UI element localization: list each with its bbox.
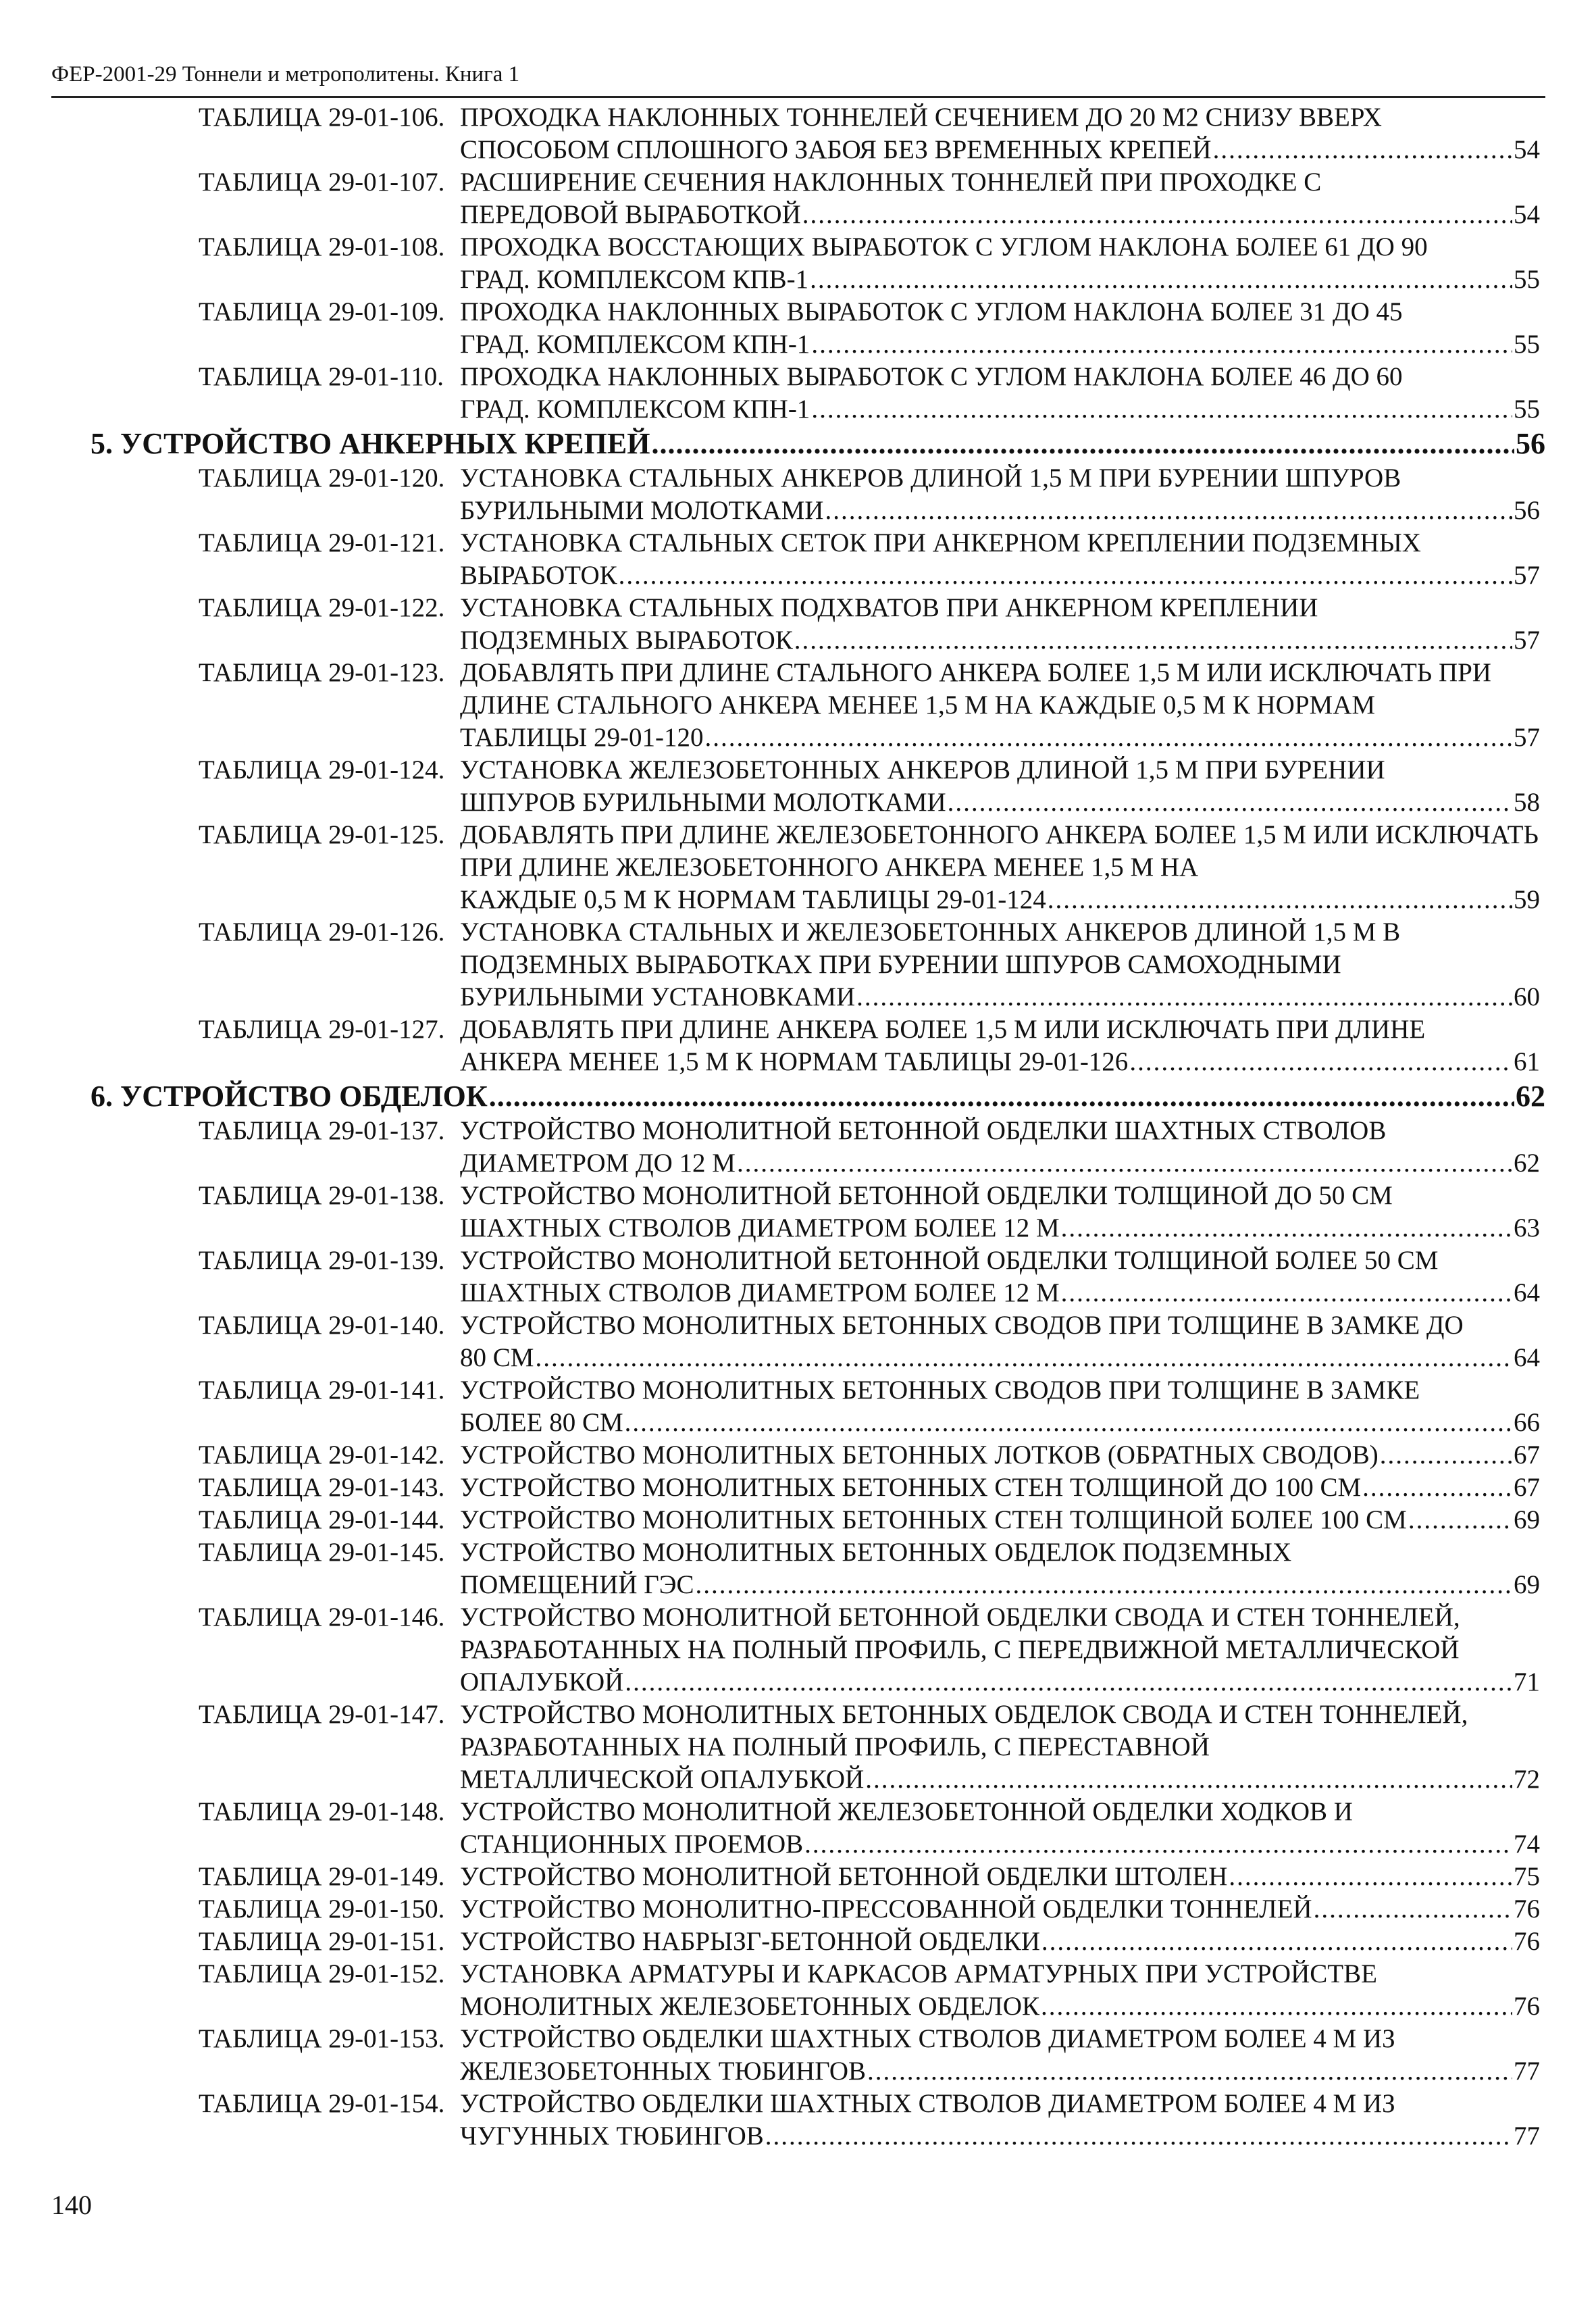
- entry-title: ПРОХОДКА ВОССТАЮЩИХ ВЫРАБОТОК С УГЛОМ НАКЛОНА БОЛЕЕ 61 ДО 90: [460, 232, 1428, 261]
- entry-page-number: 74: [1514, 1830, 1540, 1859]
- entry-page-number: 54: [1514, 200, 1540, 229]
- dot-leader: [1213, 134, 1512, 166]
- toc-entry[interactable]: [199, 527, 1540, 592]
- entry-page-number: 55: [1514, 265, 1540, 294]
- entry-title-tail: СПОСОБОМ СПЛОШНОГО ЗАБОЯ БЕЗ ВРЕМЕННЫХ КРЕПЕЙ: [460, 135, 1212, 164]
- entry-page-number: 64: [1514, 1278, 1540, 1307]
- dot-leader: [811, 328, 1512, 361]
- entry-title-tail: БУРИЛЬНЫМИ УСТАНОВКАМИ: [460, 982, 856, 1011]
- dot-leader: [489, 1078, 1514, 1115]
- entry-title-tail: ДИАМЕТРОМ ДО 12 М: [460, 1149, 736, 1178]
- dot-leader: [625, 1407, 1512, 1439]
- dot-leader: [867, 2055, 1512, 2088]
- dot-leader: [1048, 884, 1512, 916]
- toc-entry[interactable]: [199, 657, 1540, 754]
- entry-title: УСТРОЙСТВО МОНОЛИТНОЙ БЕТОННОЙ ОБДЕЛКИ СВОДА И СТЕН ТОННЕЛЕЙ, РАЗРАБОТАННЫХ НА ПОЛНЫЙ ПРОФИЛЬ, С ПЕРЕДВИЖНОЙ МЕТАЛЛИЧЕСКОЙ: [460, 1603, 1460, 1664]
- entry-page-number: 62: [1514, 1149, 1540, 1178]
- entry-title-tail: МОНОЛИТНЫХ ЖЕЛЕЗОБЕТОННЫХ ОБДЕЛОК: [460, 1992, 1040, 2021]
- dot-leader: [535, 1342, 1512, 1374]
- entry-title-tail: АНКЕРА МЕНЕЕ 1,5 М К НОРМАМ ТАБЛИЦЫ 29-01-126: [460, 1047, 1129, 1076]
- entry-title-tail: ЧУГУННЫХ ТЮБИНГОВ: [460, 2121, 764, 2150]
- dot-leader: [619, 559, 1512, 592]
- entry-title: УСТРОЙСТВО МОНОЛИТНОЙ БЕТОННОЙ ОБДЕЛКИ ТОЛЩИНОЙ БОЛЕЕ 50 СМ: [460, 1246, 1439, 1275]
- entry-page-number: 71: [1514, 1667, 1540, 1696]
- dot-leader: [704, 722, 1512, 754]
- toc-entry[interactable]: [199, 1472, 1540, 1504]
- dot-leader: [811, 393, 1512, 426]
- entry-page-number: 63: [1514, 1213, 1540, 1242]
- table-code: ТАБЛИЦА 29-01-108.: [199, 232, 445, 261]
- toc-entry[interactable]: [199, 1115, 1540, 1180]
- table-code: ТАБЛИЦА 29-01-143.: [199, 1473, 445, 1502]
- table-code: ТАБЛИЦА 29-01-153.: [199, 2024, 445, 2053]
- entry-title-tail: ШПУРОВ БУРИЛЬНЫМИ МОЛОТКАМИ: [460, 788, 946, 817]
- entry-title: УСТРОЙСТВО МОНОЛИТНЫХ БЕТОННЫХ ОБДЕЛОК СВОДА И СТЕН ТОННЕЛЕЙ, РАЗРАБОТАННЫХ НА ПОЛНЫЙ ПРОФИЛЬ, С ПЕРЕСТАВНОЙ: [460, 1700, 1468, 1761]
- toc-entry[interactable]: [199, 2023, 1540, 2088]
- entry-page-number: 75: [1514, 1862, 1540, 1891]
- entry-page-number: 69: [1514, 1505, 1540, 1534]
- table-code: ТАБЛИЦА 29-01-123.: [199, 658, 445, 687]
- entry-title: УСТАНОВКА СТАЛЬНЫХ И ЖЕЛЕЗОБЕТОННЫХ АНКЕРОВ ДЛИНОЙ 1,5 М В ПОДЗЕМНЫХ ВЫРАБОТКАХ ПРИ БУРЕНИИ ШПУРОВ САМОХОДНЫМИ: [460, 917, 1401, 979]
- entry-title: УСТРОЙСТВО МОНОЛИТНОЙ БЕТОННОЙ ОБДЕЛКИ ШАХТНЫХ СТВОЛОВ: [460, 1116, 1387, 1145]
- entry-title: УСТРОЙСТВО МОНОЛИТНОЙ БЕТОННОЙ ОБДЕЛКИ ТОЛЩИНОЙ ДО 50 СМ: [460, 1181, 1393, 1210]
- table-code: ТАБЛИЦА 29-01-149.: [199, 1862, 445, 1891]
- toc-entry[interactable]: [199, 1601, 1540, 1699]
- entry-title: УСТРОЙСТВО ОБДЕЛКИ ШАХТНЫХ СТВОЛОВ ДИАМЕТРОМ БОЛЕЕ 4 М ИЗ: [460, 2024, 1395, 2053]
- dot-leader: [810, 263, 1512, 296]
- dot-leader: [1061, 1277, 1512, 1309]
- entry-title: ПРОХОДКА НАКЛОННЫХ ВЫРАБОТОК С УГЛОМ НАКЛОНА БОЛЕЕ 31 ДО 45: [460, 297, 1403, 326]
- entry-title: УСТРОЙСТВО МОНОЛИТНЫХ БЕТОННЫХ СВОДОВ ПРИ ТОЛЩИНЕ В ЗАМКЕ ДО: [460, 1311, 1464, 1340]
- entry-page-number: 77: [1514, 2121, 1540, 2150]
- entry-title-tail: ШАХТНЫХ СТВОЛОВ ДИАМЕТРОМ БОЛЕЕ 12 М: [460, 1278, 1060, 1307]
- entry-title-tail: ТАБЛИЦЫ 29-01-120: [460, 723, 704, 752]
- entry-title: ПРОХОДКА НАКЛОННЫХ ВЫРАБОТОК С УГЛОМ НАКЛОНА БОЛЕЕ 46 ДО 60: [460, 362, 1403, 391]
- entry-page-number: 60: [1514, 982, 1540, 1011]
- toc-entry[interactable]: [199, 1926, 1540, 1958]
- entry-title: ДОБАВЛЯТЬ ПРИ ДЛИНЕ СТАЛЬНОГО АНКЕРА БОЛЕЕ 1,5 М ИЛИ ИСКЛЮЧАТЬ ПРИ ДЛИНЕ СТАЛЬНОГО АНКЕРА МЕНЕЕ 1,5 М НА КАЖДЫЕ 0,5 М К НОРМАМ: [460, 658, 1491, 720]
- entry-title-tail: ГРАД. КОМПЛЕКСОМ КПН-1: [460, 395, 810, 424]
- entry-title-tail: УСТРОЙСТВО МОНОЛИТНЫХ БЕТОННЫХ ЛОТКОВ (ОБРАТНЫХ СВОДОВ): [460, 1440, 1379, 1469]
- entry-page-number: 67: [1514, 1440, 1540, 1469]
- entry-page-number: 76: [1514, 1992, 1540, 2021]
- entry-title-tail: ПОМЕЩЕНИЙ ГЭС: [460, 1570, 694, 1599]
- toc-entry[interactable]: [199, 1504, 1540, 1536]
- dot-leader: [1129, 1046, 1512, 1078]
- table-code: ТАБЛИЦА 29-01-122.: [199, 593, 445, 622]
- table-code: ТАБЛИЦА 29-01-141.: [199, 1376, 445, 1405]
- toc-entry[interactable]: [199, 1796, 1540, 1861]
- entry-page-number: 66: [1514, 1408, 1540, 1437]
- toc-section-heading[interactable]: [91, 1078, 1545, 1115]
- entry-title-tail: ГРАД. КОМПЛЕКСОМ КПН-1: [460, 330, 810, 359]
- toc-entry[interactable]: [199, 462, 1540, 527]
- table-code: ТАБЛИЦА 29-01-138.: [199, 1181, 445, 1210]
- table-code: ТАБЛИЦА 29-01-124.: [199, 755, 445, 784]
- table-code: ТАБЛИЦА 29-01-125.: [199, 820, 445, 849]
- table-code: ТАБЛИЦА 29-01-148.: [199, 1797, 445, 1826]
- table-code: ТАБЛИЦА 29-01-126.: [199, 917, 445, 947]
- entry-page-number: 58: [1514, 788, 1540, 817]
- entry-page-number: 61: [1514, 1047, 1540, 1076]
- entry-page-number: 77: [1514, 2057, 1540, 2086]
- toc-entry[interactable]: [199, 916, 1540, 1013]
- table-code: ТАБЛИЦА 29-01-147.: [199, 1700, 445, 1729]
- entry-page-number: 64: [1514, 1343, 1540, 1372]
- table-code: ТАБЛИЦА 29-01-107.: [199, 168, 445, 197]
- entry-title-tail: УСТРОЙСТВО МОНОЛИТНЫХ БЕТОННЫХ СТЕН ТОЛЩИНОЙ БОЛЕЕ 100 СМ: [460, 1505, 1407, 1534]
- dot-leader: [794, 624, 1512, 657]
- entry-title-tail: МЕТАЛЛИЧЕСКОЙ ОПАЛУБКОЙ: [460, 1765, 865, 1794]
- entry-title-tail: СТАНЦИОННЫХ ПРОЕМОВ: [460, 1830, 804, 1859]
- table-code: ТАБЛИЦА 29-01-142.: [199, 1440, 445, 1469]
- dot-leader: [825, 495, 1512, 527]
- table-code: ТАБЛИЦА 29-01-110.: [199, 362, 444, 391]
- entry-title-tail: ПОДЗЕМНЫХ ВЫРАБОТОК: [460, 626, 793, 655]
- table-code: ТАБЛИЦА 29-01-137.: [199, 1116, 445, 1145]
- toc-entry[interactable]: [199, 1536, 1540, 1601]
- entry-title-tail: БУРИЛЬНЫМИ МОЛОТКАМИ: [460, 496, 824, 525]
- entry-title: ПРОХОДКА НАКЛОННЫХ ТОННЕЛЕЙ СЕЧЕНИЕМ ДО 20 М2 СНИЗУ ВВЕРХ: [460, 103, 1382, 132]
- entry-title-tail: УСТРОЙСТВО НАБРЫЗГ-БЕТОННОЙ ОБДЕЛКИ: [460, 1927, 1040, 1956]
- table-code: ТАБЛИЦА 29-01-154.: [199, 2089, 445, 2118]
- dot-leader: [625, 1666, 1512, 1699]
- toc-entry[interactable]: [199, 231, 1540, 296]
- table-code: ТАБЛИЦА 29-01-139.: [199, 1246, 445, 1275]
- running-header: ФЕР-2001-29 Тоннели и метрополитены. Книга 1: [51, 62, 520, 86]
- table-code: ТАБЛИЦА 29-01-140.: [199, 1311, 445, 1340]
- dot-leader: [1408, 1504, 1512, 1536]
- toc-entry[interactable]: [199, 754, 1540, 819]
- dot-leader: [651, 426, 1514, 462]
- entry-page-number: 57: [1514, 723, 1540, 752]
- dot-leader: [1229, 1861, 1512, 1893]
- toc-entry[interactable]: [199, 361, 1540, 426]
- toc-entry[interactable]: [199, 1309, 1540, 1374]
- dot-leader: [1041, 1990, 1512, 2023]
- toc-entry[interactable]: [199, 592, 1540, 657]
- entry-page-number: 56: [1514, 496, 1540, 525]
- toc-entry[interactable]: [199, 1374, 1540, 1439]
- toc-entry[interactable]: [199, 1439, 1540, 1472]
- toc-entry[interactable]: [199, 1861, 1540, 1893]
- entry-title: УСТРОЙСТВО ОБДЕЛКИ ШАХТНЫХ СТВОЛОВ ДИАМЕТРОМ БОЛЕЕ 4 М ИЗ: [460, 2089, 1395, 2118]
- entry-title: УСТРОЙСТВО МОНОЛИТНЫХ БЕТОННЫХ СВОДОВ ПРИ ТОЛЩИНЕ В ЗАМКЕ: [460, 1376, 1420, 1405]
- entry-title-tail: ШАХТНЫХ СТВОЛОВ ДИАМЕТРОМ БОЛЕЕ 12 М: [460, 1213, 1060, 1242]
- table-code: ТАБЛИЦА 29-01-121.: [199, 528, 445, 557]
- section-title: 5. УСТРОЙСТВО АНКЕРНЫХ КРЕПЕЙ: [91, 427, 650, 460]
- entry-page-number: 59: [1514, 885, 1540, 914]
- entry-title-tail: УСТРОЙСТВО МОНОЛИТНЫХ БЕТОННЫХ СТЕН ТОЛЩИНОЙ ДО 100 СМ: [460, 1473, 1362, 1502]
- dot-leader: [948, 786, 1512, 819]
- entry-title-tail: БОЛЕЕ 80 СМ: [460, 1408, 623, 1437]
- toc-entry[interactable]: [199, 819, 1540, 916]
- entry-page-number: 55: [1514, 395, 1540, 424]
- entry-title-tail: ПЕРЕДОВОЙ ВЫРАБОТКОЙ: [460, 200, 801, 229]
- toc-entry[interactable]: [199, 1013, 1540, 1078]
- entry-title-tail: ГРАД. КОМПЛЕКСОМ КПВ-1: [460, 265, 809, 294]
- dot-leader: [1362, 1472, 1512, 1504]
- entry-page-number: 57: [1514, 561, 1540, 590]
- entry-title: УСТАНОВКА ЖЕЛЕЗОБЕТОННЫХ АНКЕРОВ ДЛИНОЙ 1,5 М ПРИ БУРЕНИИ: [460, 755, 1385, 784]
- toc-entry[interactable]: [199, 1958, 1540, 2023]
- entry-page-number: 69: [1514, 1570, 1540, 1599]
- entry-title: УСТРОЙСТВО МОНОЛИТНОЙ ЖЕЛЕЗОБЕТОННОЙ ОБДЕЛКИ ХОДКОВ И: [460, 1797, 1353, 1826]
- entry-title-tail: 80 СМ: [460, 1343, 534, 1372]
- entry-title: ДОБАВЛЯТЬ ПРИ ДЛИНЕ ЖЕЛЕЗОБЕТОННОГО АНКЕРА БОЛЕЕ 1,5 М ИЛИ ИСКЛЮЧАТЬ ПРИ ДЛИНЕ ЖЕЛЕЗОБЕТОННОГО АНКЕРА МЕНЕЕ 1,5 М НА: [460, 820, 1539, 882]
- dot-leader: [802, 199, 1512, 231]
- section-title: 6. УСТРОЙСТВО ОБДЕЛОК: [91, 1080, 488, 1113]
- table-code: ТАБЛИЦА 29-01-127.: [199, 1015, 445, 1044]
- entry-page-number: 72: [1514, 1765, 1540, 1794]
- table-code: ТАБЛИЦА 29-01-106.: [199, 103, 445, 132]
- entry-page-number: 76: [1514, 1927, 1540, 1956]
- entry-page-number: 67: [1514, 1473, 1540, 1502]
- entry-title: УСТРОЙСТВО МОНОЛИТНЫХ БЕТОННЫХ ОБДЕЛОК ПОДЗЕМНЫХ: [460, 1538, 1292, 1567]
- dot-leader: [1041, 1926, 1512, 1958]
- dot-leader: [765, 2120, 1512, 2153]
- table-code: ТАБЛИЦА 29-01-109.: [199, 297, 445, 326]
- dot-leader: [737, 1147, 1512, 1180]
- section-page-number: 62: [1516, 1080, 1545, 1113]
- entry-title: УСТАНОВКА СТАЛЬНЫХ СЕТОК ПРИ АНКЕРНОМ КРЕПЛЕНИИ ПОДЗЕМНЫХ: [460, 528, 1421, 557]
- table-code: ТАБЛИЦА 29-01-145.: [199, 1538, 445, 1567]
- toc-section-heading[interactable]: [91, 426, 1545, 462]
- dot-leader: [856, 981, 1512, 1013]
- toc-entry[interactable]: [199, 166, 1540, 231]
- entry-title: УСТАНОВКА АРМАТУРЫ И КАРКАСОВ АРМАТУРНЫХ ПРИ УСТРОЙСТВЕ: [460, 1959, 1377, 1988]
- entry-page-number: 54: [1514, 135, 1540, 164]
- table-of-contents: [0, 101, 1596, 2153]
- table-code: ТАБЛИЦА 29-01-150.: [199, 1894, 445, 1923]
- entry-title-tail: ЖЕЛЕЗОБЕТОННЫХ ТЮБИНГОВ: [460, 2057, 867, 2086]
- entry-title-tail: УСТРОЙСТВО МОНОЛИТНОЙ БЕТОННОЙ ОБДЕЛКИ ШТОЛЕН: [460, 1862, 1228, 1891]
- toc-entry[interactable]: [199, 296, 1540, 361]
- table-code: ТАБЛИЦА 29-01-152.: [199, 1959, 445, 1988]
- table-code: ТАБЛИЦА 29-01-144.: [199, 1505, 445, 1534]
- toc-entry[interactable]: [199, 1699, 1540, 1796]
- toc-entry[interactable]: [199, 2088, 1540, 2153]
- toc-entry[interactable]: [199, 1244, 1540, 1309]
- dot-leader: [1380, 1439, 1512, 1472]
- entry-title: РАСШИРЕНИЕ СЕЧЕНИЯ НАКЛОННЫХ ТОННЕЛЕЙ ПРИ ПРОХОДКЕ С: [460, 168, 1322, 197]
- dot-leader: [696, 1569, 1512, 1601]
- dot-leader: [865, 1763, 1512, 1796]
- dot-leader: [804, 1828, 1512, 1861]
- entry-title-tail: ВЫРАБОТОК: [460, 561, 617, 590]
- entry-page-number: 76: [1514, 1894, 1540, 1923]
- dot-leader: [1061, 1212, 1512, 1244]
- entry-page-number: 57: [1514, 626, 1540, 655]
- table-code: ТАБЛИЦА 29-01-120.: [199, 463, 445, 493]
- entry-title: УСТАНОВКА СТАЛЬНЫХ АНКЕРОВ ДЛИНОЙ 1,5 М ПРИ БУРЕНИИ ШПУРОВ: [460, 463, 1401, 493]
- entry-title-tail: ОПАЛУБКОЙ: [460, 1667, 624, 1696]
- toc-entry[interactable]: [199, 1893, 1540, 1926]
- header-rule: [51, 96, 1545, 98]
- entry-title-tail: КАЖДЫЕ 0,5 М К НОРМАМ ТАБЛИЦЫ 29-01-124: [460, 885, 1046, 914]
- entry-title: ДОБАВЛЯТЬ ПРИ ДЛИНЕ АНКЕРА БОЛЕЕ 1,5 М ИЛИ ИСКЛЮЧАТЬ ПРИ ДЛИНЕ: [460, 1015, 1426, 1044]
- toc-entry[interactable]: [199, 101, 1540, 166]
- toc-entry[interactable]: [199, 1180, 1540, 1244]
- section-page-number: 56: [1516, 427, 1545, 460]
- dot-leader: [1314, 1893, 1512, 1926]
- entry-page-number: 55: [1514, 330, 1540, 359]
- page-number: 140: [51, 2190, 92, 2220]
- entry-title-tail: УСТРОЙСТВО МОНОЛИТНО-ПРЕССОВАННОЙ ОБДЕЛКИ ТОННЕЛЕЙ: [460, 1894, 1312, 1923]
- table-code: ТАБЛИЦА 29-01-151.: [199, 1927, 445, 1956]
- table-code: ТАБЛИЦА 29-01-146.: [199, 1603, 445, 1632]
- entry-title: УСТАНОВКА СТАЛЬНЫХ ПОДХВАТОВ ПРИ АНКЕРНОМ КРЕПЛЕНИИ: [460, 593, 1318, 622]
